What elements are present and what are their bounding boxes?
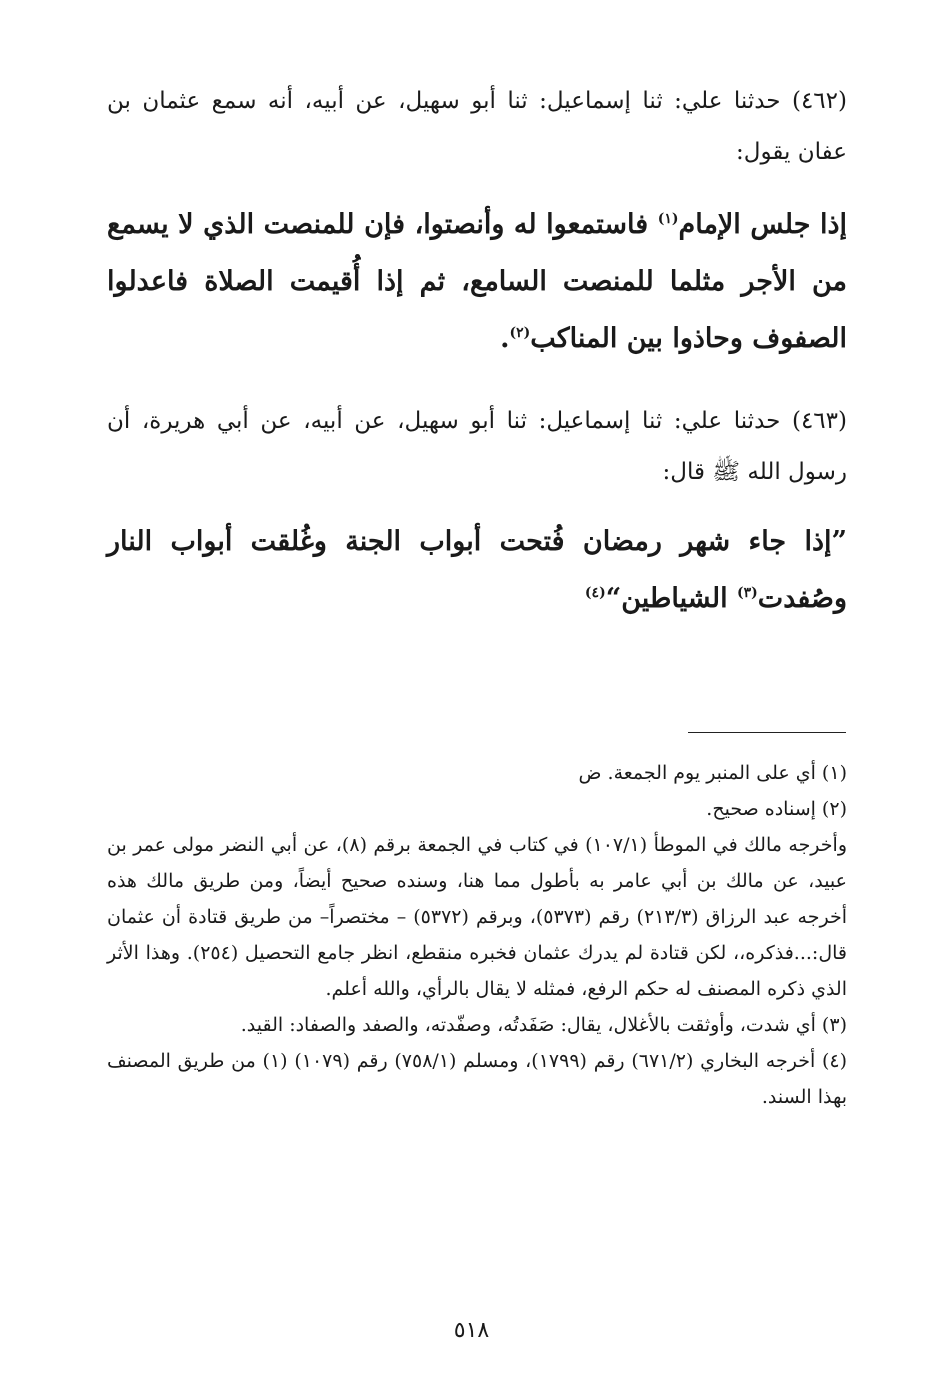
hadith-463-chain — [107, 396, 847, 498]
footnote-ref-1[interactable]: (١) — [657, 211, 679, 227]
hadith-463-text — [107, 513, 847, 627]
footnote-ref-2[interactable]: (٢) — [509, 325, 531, 341]
footnote-ref-3[interactable]: (٣) — [737, 585, 758, 601]
footnote-2: (٢) إسناده صحيح. — [706, 798, 847, 820]
footnote-ref-4[interactable]: (٤) — [584, 585, 606, 601]
footnote-1: (١) أي على المنبر يوم الجمعة. ض — [578, 762, 847, 784]
hadith-462-text-part1: إذا جلس الإمام — [678, 209, 847, 240]
footnote-divider — [688, 732, 846, 733]
footnotes-section — [107, 755, 847, 1115]
footnote-4: (٤) أخرجه البخاري (٦٧١/٢) رقم (١٧٩٩)، ومسلم (٧٥٨/١) رقم (١٠٧٩) (١) من طريق المصنف بهذا السند. — [107, 1050, 848, 1108]
footnote-2-continuation: وأخرجه مالك في الموطأ (١٠٧/١) في كتاب في الجمعة برقم (٨)، عن أبي النضر مولى عمر بن عبيد، عن مالك بن أبي عامر به بأطول مما هنا، وسنده صحيح أيضاً، ومن طريق مالك هذه أخرجه عبد الرزاق (٢١٣/٣) رقم (٥٣٧٣)، وبرقم (٥٣٧٢) – مختصراً– من طريق قتادة أن عثمان قال:...فذكره،، لكن قتادة لم يدرك عثمان فخبره منقطع، انظر جامع التحصيل (٢٥٤). وهذا الأثر الذي ذكره المصنف له حكم الرفع، فمثله لا يقال بالرأي، والله أعلم. — [107, 834, 847, 1000]
hadith-463-chain-text: (٤٦٣) حدثنا علي: ثنا إسماعيل: ثنا أبو سهيل، عن أبيه، عن أبي هريرة، أن رسول الله ﷺ قال: — [107, 408, 847, 485]
hadith-462-chain — [107, 76, 847, 178]
hadith-463-text-part1: ”إذا جاء شهر رمضان فُتحت أبواب الجنة وغُلقت أبواب النار وصُفدت — [107, 526, 847, 614]
hadith-462-text — [107, 196, 847, 367]
hadith-463-text-part2: الشياطين“ — [605, 583, 737, 614]
hadith-462-text-part2: فاستمعوا له وأنصتوا، فإن للمنصت الذي لا يسمع من الأجر مثلما للمنصت السامع، ثم إذا أُقيمت الصلاة فاعدلوا الصفوف وحاذوا بين المناكب — [107, 209, 847, 354]
page-number: ٥١٨ — [453, 1318, 490, 1343]
hadith-462-chain-text: (٤٦٢) حدثنا علي: ثنا إسماعيل: ثنا أبو سهيل، عن أبيه، أنه سمع عثمان بن عفان يقول: — [107, 88, 847, 165]
hadith-462-end: . — [500, 323, 510, 354]
footnote-3: (٣) أي شدت، وأوثقت بالأغلال، يقال: صَفَدتُه، وصفّدته، والصفد والصفاد: القيد. — [240, 1014, 847, 1036]
